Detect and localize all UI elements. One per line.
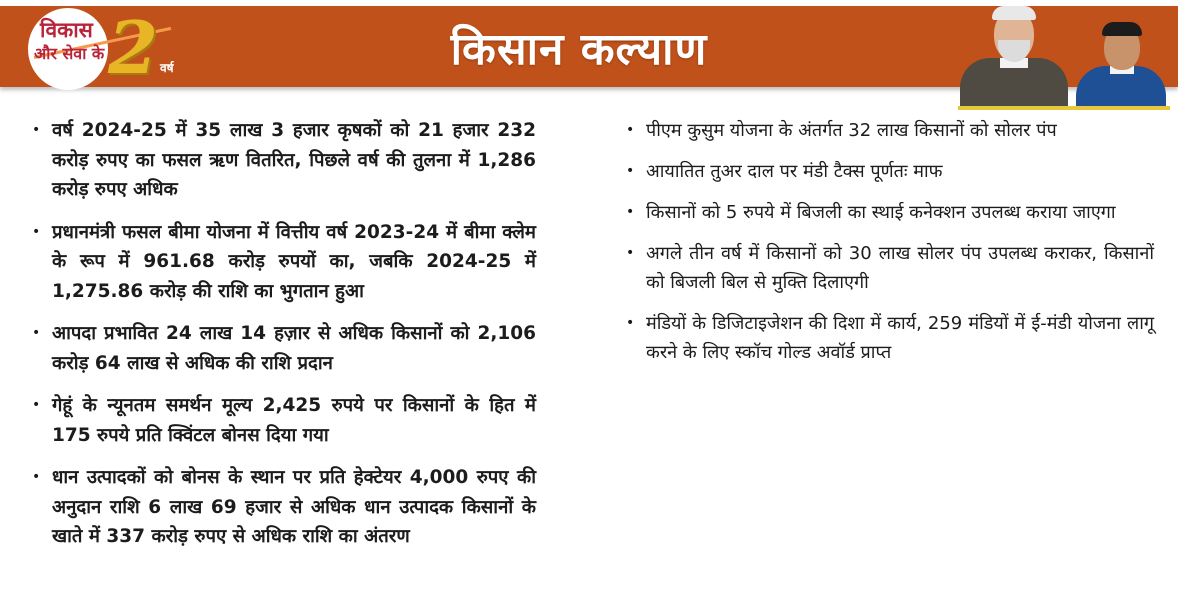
logo-text-line2: और सेवा के xyxy=(34,44,105,63)
list-item xyxy=(624,157,1154,186)
bullet-icon: • xyxy=(32,325,41,341)
list-item-text: वर्ष 2024-25 में 35 लाख 3 हजार कृषकों को 21 हजार 232 करोड़ रुपए का फसल ऋण वितरित, पिछले वर्ष की तुलना में 1,286 करोड़ रुपए अधिक xyxy=(52,120,536,200)
leader-2-hair xyxy=(1102,22,1142,36)
list-item xyxy=(30,116,536,205)
list-item xyxy=(624,116,1154,145)
list-item-text: पीएम कुसुम योजना के अंतर्गत 32 लाख किसानों को सोलर पंप xyxy=(646,120,1057,141)
logo-number: 2 xyxy=(108,5,159,90)
page-title: किसान कल्याण xyxy=(450,23,708,75)
list-item xyxy=(624,239,1154,297)
bullet-icon: • xyxy=(626,315,635,331)
list-item-text: किसानों को 5 रुपये में बिजली का स्थाई कनेक्शन उपलब्ध कराया जाएगा xyxy=(646,202,1116,223)
leader-1-hair xyxy=(992,6,1036,20)
left-column-list xyxy=(30,116,536,565)
list-item xyxy=(30,319,536,378)
leader-photo-1 xyxy=(956,4,1072,106)
bullet-icon: • xyxy=(32,469,41,485)
bullet-icon: • xyxy=(32,122,41,138)
list-item-text: आयातित तुअर दाल पर मंडी टैक्स पूर्णतः माफ xyxy=(646,161,943,182)
bullet-icon: • xyxy=(626,204,635,220)
bullet-icon: • xyxy=(626,122,635,138)
list-item xyxy=(30,463,536,552)
list-item-text: आपदा प्रभावित 24 लाख 14 हज़ार से अधिक किसानों को 2,106 करोड़ 64 लाख से अधिक की राशि प्रदान xyxy=(52,323,536,374)
leader-photo-2 xyxy=(1074,12,1168,106)
list-item-text: प्रधानमंत्री फसल बीमा योजना में वित्तीय वर्ष 2023-24 में बीमा क्लेम के रूप में 961.68 करोड़ रुपयों का, जबकि 2024-25 में 1,275.86 करोड़ की राशि का भुगतान हुआ xyxy=(52,221,536,302)
list-item xyxy=(30,218,536,307)
list-item-text: मंडियों के डिजिटाइजेशन की दिशा में कार्य, 259 मंडियों में ई-मंडी योजना लागू करने के लिए स्कॉच गोल्ड अवॉर्ड प्राप्त xyxy=(646,313,1154,363)
leaders-photos xyxy=(950,4,1170,110)
logo-text-line1: विकास xyxy=(40,18,93,42)
vikas-seva-logo xyxy=(22,6,172,90)
list-item-text: धान उत्पादकों को बोनस के स्थान पर प्रति हेक्टेयर 4,000 रुपए की अनुदान राशि 6 लाख 69 हजार से अधिक धान उत्पादक किसानों के खाते में 337 करोड़ रुपए से अधिक राशि का अंतरण xyxy=(52,467,536,547)
list-item-text: गेहूं के न्यूनतम समर्थन मूल्य 2,425 रुपये पर किसानों के हित में 175 रुपये प्रति क्विंटल बोनस दिया गया xyxy=(52,395,536,446)
list-item-text: अगले तीन वर्ष में किसानों को 30 लाख सोलर पंप उपलब्ध कराकर, किसानों को बिजली बिल से मुक्ति दिलाएगी xyxy=(646,243,1154,293)
bullet-icon: • xyxy=(32,223,41,240)
list-item xyxy=(624,309,1154,367)
photo-underline xyxy=(958,106,1170,110)
logo-suffix: वर्ष xyxy=(160,61,174,75)
bullet-icon: • xyxy=(32,397,41,413)
right-column-list xyxy=(624,116,1154,379)
list-item xyxy=(30,391,536,450)
bullet-icon: • xyxy=(626,163,635,179)
bullet-icon: • xyxy=(626,245,635,261)
list-item xyxy=(624,198,1154,227)
